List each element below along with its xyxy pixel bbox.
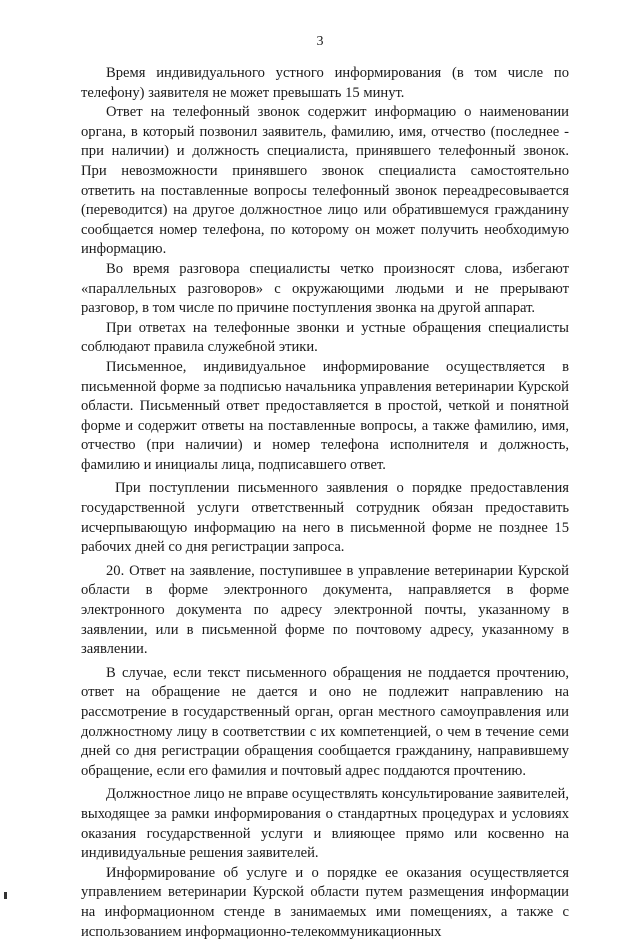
paragraph-service-information: Информирование об услуге и о порядке ее оказания осуществляется управлением ветеринарии Курской области путем размещения информации на информационном стенде в занимаемых ими помещениях, а также с использованием информационно-телекоммуникационных: [81, 864, 569, 940]
paragraph-unreadable-appeal: В случае, если текст письменного обращения не поддается прочтению, ответ на обращение не дается и оно не подлежит направлению на рассмотрение в государственный орган, орган местного самоуправления или должностному лицу в соответствии с их компетенцией, о чем в течение семи дней со дня регистрации обращения сообщается гражданину, направившему обращение, если его фамилия и почтовый адрес поддаются прочтению.: [81, 664, 569, 779]
scan-artifact: [4, 892, 7, 899]
paragraph-official-restrictions: Должностное лицо не вправе осуществлять консультирование заявителей, выходящее за рамки информирования о стандартных процедурах и условиях оказания государственной услуги и влияющее прямо или косвенно на индивидуальные решения заявителей.: [81, 786, 569, 862]
page-number: 3: [316, 34, 324, 49]
paragraph-phone-answer: Ответ на телефонный звонок содержит информацию о наименовании органа, в который позвонил заявитель, фамилию, имя, отчество (последнее - при наличии) и должность специалиста, принявшего телефонный звонок. При невозможности принявшего звонок специалиста самостоятельно ответить на поставленные вопросы телефонный звонок переадресовывается (переводится) на другое должностное лицо или обратившемуся гражданину сообщается номер телефона, по которому он может получить необходимую информацию.: [81, 104, 569, 258]
paragraph-written-info: Письменное, индивидуальное информирование осуществляется в письменной форме за подписью начальника управления ветеринарии Курской области. Письменный ответ предоставляется в простой, четкой и понятной форме и содержит ответы на поставленные вопросы, а также фамилию, имя, отчество (при наличии) и номер телефона исполнителя и должность, фамилию и инициалы лица, подписавшего ответ.: [81, 358, 569, 473]
paragraph-conversation-rules: Во время разговора специалисты четко произносят слова, избегают «параллельных разговоров» с окружающими людьми и не прерывают разговор, в том числе по причине поступления звонка на другой аппарат.: [81, 260, 569, 317]
paragraph-oral-info-time: Время индивидуального устного информирования (в том числе по телефону) заявителя не может превышать 15 минут.: [81, 65, 569, 101]
paragraph-service-ethics: При ответах на телефонные звонки и устные обращения специалисты соблюдают правила служебной этики.: [81, 319, 569, 356]
document-body: [81, 64, 569, 942]
paragraph-item-20: 20. Ответ на заявление, поступившее в управление ветеринарии Курской области в форме электронного документа, направляется в форме электронного документа по адресу электронной почты, указанному в заявлении, или в письменной форме по почтовому адресу, указанному в заявлении.: [81, 562, 569, 658]
paragraph-written-application: При поступлении письменного заявления о порядке предоставления государственной услуги ответственный сотрудник обязан предоставить исчерпывающую информацию на него в письменной форме не позднее 15 рабочих дней со дня регистрации запроса.: [81, 480, 569, 556]
